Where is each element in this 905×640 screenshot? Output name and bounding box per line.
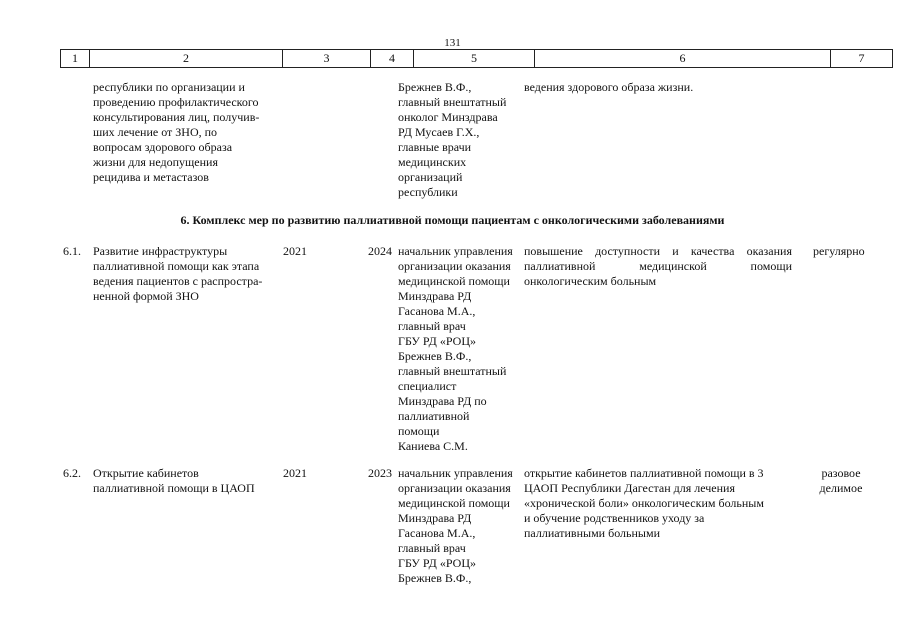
row-title-6-1: Развитие инфраструктуры паллиативной помощи как этапа ведения пациентов с распростра- ненной формой ЗНО <box>93 244 263 303</box>
row-number-6-2: 6.2. <box>63 466 81 480</box>
page-number: 131 <box>444 37 461 49</box>
continued-row-title: республики по организации и проведению профилактического консультирования лиц, получив- ших лечение от ЗНО, по вопросам здорового образа жизни для недопущения рецидива и метастазов <box>93 80 260 184</box>
row-title-6-2: Открытие кабинетов паллиативной помощи в ЦАОП <box>93 466 255 495</box>
row-result-6-1-line-2: паллиативной медицинской помощи <box>524 259 792 273</box>
row-responsible-6-1: начальник управления организации оказания медицинской помощи Минздрава РД Гасанова М.А., главный врач ГБУ РД «РОЦ» Брежнев В.Ф., главный внештатный специалист Минздрава РД по паллиативной помощи Каниева С.М. <box>398 244 513 453</box>
row-number-6-1: 6.1. <box>63 244 81 258</box>
row-start-year-6-2: 2021 <box>283 466 307 480</box>
row-result-6-2: открытие кабинетов паллиативной помощи в 3 ЦАОП Республики Дагестан для лечения «хронической боли» онкологическим больным и обучение родственников уходу за паллиативными больными <box>524 466 764 540</box>
column-number-4: 4 <box>371 50 414 68</box>
column-number-2: 2 <box>90 50 283 68</box>
row-periodicity-6-2: разовое делимое <box>819 466 863 495</box>
row-responsible-6-2: начальник управления организации оказания медицинской помощи Минздрава РД Гасанова М.А., главный врач ГБУ РД «РОЦ» Брежнев В.Ф., <box>398 466 513 585</box>
column-number-3: 3 <box>283 50 371 68</box>
column-number-6: 6 <box>535 50 831 68</box>
column-number-5: 5 <box>414 50 535 68</box>
continued-row-result: ведения здорового образа жизни. <box>524 80 694 94</box>
row-start-year-6-1: 2021 <box>283 244 307 258</box>
continued-row-responsible: Брежнев В.Ф., главный внештатный онколог Минздрава РД Мусаев Г.Х., главные врачи медицинских организаций республики <box>398 80 507 199</box>
row-periodicity-6-1: регулярно <box>813 244 865 258</box>
column-number-header <box>60 49 893 68</box>
row-end-year-6-1: 2024 <box>368 244 392 258</box>
column-number-1: 1 <box>61 50 90 68</box>
row-end-year-6-2: 2023 <box>368 466 392 480</box>
row-result-6-1-line-3: онкологическим больным <box>524 274 657 288</box>
section-title: 6. Комплекс мер по развитию паллиативной помощи пациентам с онкологическими заболеваниями <box>180 213 725 227</box>
row-result-6-1-line-1: повышение доступности и качества оказания <box>524 244 792 258</box>
column-number-7: 7 <box>831 50 893 68</box>
